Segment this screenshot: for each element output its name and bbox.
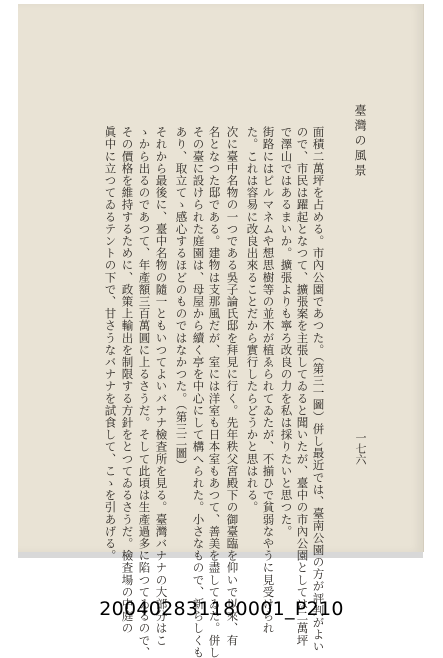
- image-id-caption: 200402831180001_P210: [99, 598, 344, 620]
- text-line: で澤山ではあるまいか。擴張よりも寧ろ改良の力を私は採りたいと思つた。: [279, 126, 294, 538]
- text-line: 眞中に立つてゐるテントの下で、甘さうなバナナを試食して、こゝを引あげる。: [103, 126, 118, 562]
- text-line: その臺に設けられた庭園は、母屋から續く亭を中心にして構へられた。小さなもので、新らしくも: [191, 126, 206, 658]
- text-line: ゝから出るのであつて、年產額三百萬圓に上るさうだ。そして此頃は生產過多に陷つてゐるので、: [137, 126, 152, 658]
- text-line: その價格を維持するために、政策上輸出を制限する方針をとつてゐるさうだ。檢査場の中庭の: [120, 126, 135, 635]
- page-number: 一七六: [354, 432, 367, 465]
- running-header: 臺灣の風景: [353, 104, 367, 179]
- text-line: 面積二萬坪を占める。市內公園であつた。（第三一圖）併し最近では、臺南公園の方が評判がよい: [311, 126, 326, 653]
- text-line: あり、取立てゝ感心するほどのものではなかつた。（第三二圖）: [174, 126, 189, 472]
- text-line: ので、市民は躍起となつて、擴張案を主張してゐると聞いたが、臺中の市內公園としては二萬坪: [295, 126, 310, 647]
- text-line: それから最後に、臺中名物の隨一ともいつてよいバナナ檢査所を見る。臺灣バナナの大部分はこ: [154, 126, 169, 647]
- text-line: 街路にはピルマネムや想思樹等の並木が植ゑられてゐたが、不揃ひで貧弱なやうに見受けられ: [261, 126, 276, 635]
- text-line: 名となつた邸である。建物は支那風だが、室には洋室も日本室もあつて、善美を盡してゐた。併し: [207, 126, 222, 658]
- text-line: た。これは容易に改良出來ることだから實行したらどうかと思はれる。: [245, 126, 260, 514]
- text-line: 次に臺中名物の一つである吳子論氏邸を拜見に行く。先年秩父宮殿下の御臺臨を仰いで以來、有: [225, 126, 240, 647]
